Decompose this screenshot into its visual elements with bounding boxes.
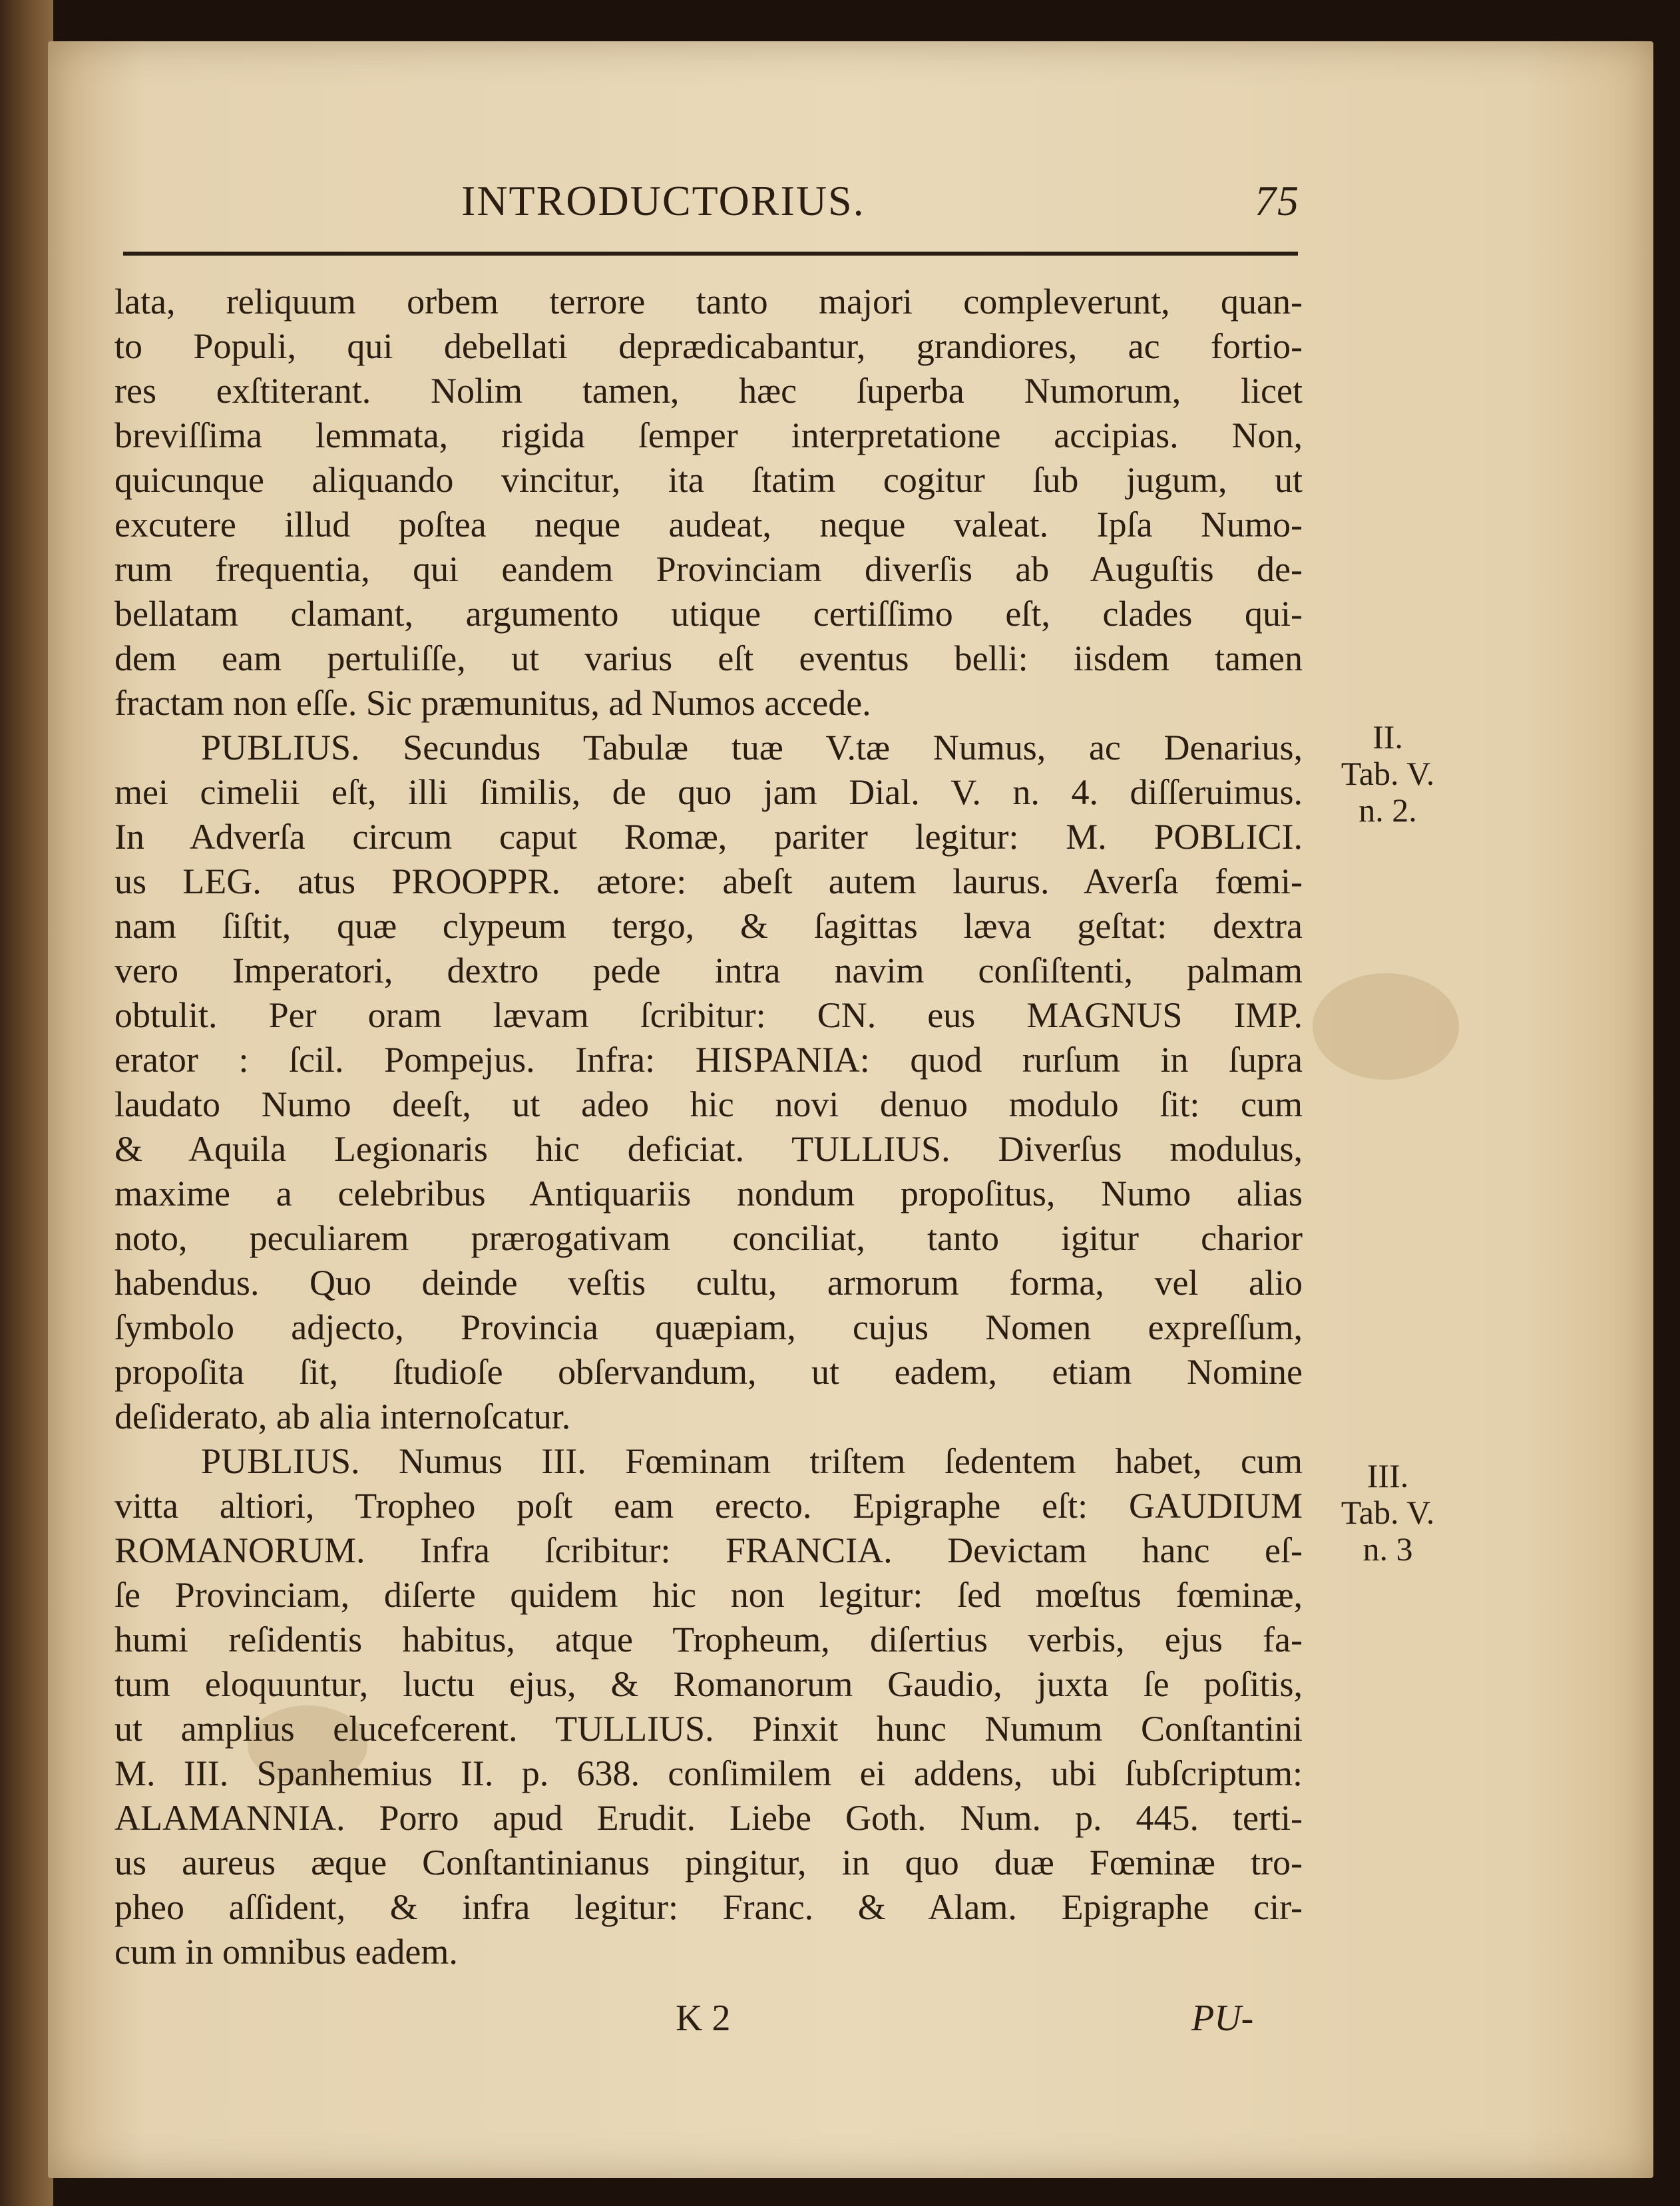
text-line: rum frequentia, qui eandem Provinciam diverſis ab Auguſtis de- [114, 549, 1303, 589]
marginal-note-line: Tab. V. [1341, 1494, 1435, 1531]
marginal-note-line: III. [1366, 1457, 1409, 1494]
text-line: & Aquila Legionaris hic deficiat. TULLIUS. Diverſus modulus, [114, 1129, 1303, 1169]
text-line: fractam non eſſe. Sic præmunitus, ad Numos accede. [114, 683, 871, 723]
text-line: bellatam clamant, argumento utique certiſſimo eſt, clades qui- [114, 594, 1303, 634]
text-line: ROMANORUM. Infra ſcribitur: FRANCIA. Devictam hanc eſ- [114, 1530, 1303, 1570]
marginal-note-line: n. 3 [1363, 1530, 1413, 1568]
marginal-note-line: Tab. V. [1341, 755, 1435, 792]
page-number: 75 [1255, 177, 1300, 224]
text-line: us aureus æque Conſtantinianus pingitur, in quo duæ Fœminæ tro- [114, 1843, 1303, 1882]
text-line: pheo aſſident, & infra legitur: Franc. & Alam. Epigraphe cir- [114, 1887, 1303, 1927]
text-line: PUBLIUS. Secundus Tabulæ tuæ V.tæ Numus, ac Denarius, [201, 728, 1303, 768]
text-line: noto, peculiarem prærogativam conciliat, tanto igitur charior [114, 1218, 1303, 1258]
text-line: ſe Provinciam, diſerte quidem hic non legitur: ſed mœſtus fœminæ, [114, 1575, 1303, 1615]
text-line: ſymbolo adjecto, Provincia quæpiam, cujus Nomen expreſſum, [114, 1307, 1303, 1347]
book-cover-edge [0, 0, 53, 2206]
marginal-note-line: II. [1372, 718, 1403, 756]
marginal-note-line: n. 2. [1359, 791, 1417, 829]
text-line: lata, reliquum orbem terrore tanto majori compleverunt, quan- [114, 282, 1303, 322]
text-line: deſiderato, ab alia internoſcatur. [114, 1397, 571, 1436]
text-line: In Adverſa circum caput Romæ, pariter legitur: M. POBLICI. [114, 817, 1303, 857]
text-line: vitta altiori, Tropheo poſt eam erecto. Epigraphe eſt: GAUDIUM [114, 1486, 1303, 1526]
text-line: M. III. Spanhemius II. p. 638. conſimilem ei addens, ubi ſubſcriptum: [114, 1753, 1303, 1793]
text-line: mei cimelii eſt, illi ſimilis, de quo jam Dial. V. n. 4. diſſeruimus. [114, 772, 1303, 812]
text-line: excutere illud poſtea neque audeat, neque valeat. Ipſa Numo- [114, 505, 1303, 545]
text-line: quicunque aliquando vincitur, ita ſtatim cogitur ſub jugum, ut [114, 460, 1303, 500]
text-line: PUBLIUS. Numus III. Fœminam triſtem ſedentem habet, cum [201, 1441, 1303, 1481]
running-head [461, 176, 1307, 230]
text-line: ALAMANNIA. Porro apud Erudit. Liebe Goth. Num. p. 445. terti- [114, 1798, 1303, 1838]
text-line: habendus. Quo deinde veſtis cultu, armorum forma, vel alio [114, 1263, 1303, 1303]
text-line: maxime a celebribus Antiquariis nondum propoſitus, Numo alias [114, 1174, 1303, 1213]
text-line: propoſita ſit, ſtudioſe obſervandum, ut eadem, etiam Nomine [114, 1352, 1303, 1392]
text-line: vero Imperatori, dextro pede intra navim conſiſtenti, palmam [114, 951, 1303, 991]
text-line: us LEG. atus PROOPPR. ætore: abeſt autem laurus. Averſa fœmi- [114, 861, 1303, 901]
marginal-note [1325, 1458, 1451, 1568]
text-line: cum in omnibus eadem. [114, 1932, 458, 1972]
text-line: breviſſima lemmata, rigida ſemper interpretatione accipias. Non, [114, 415, 1303, 455]
text-line: humi reſidentis habitus, atque Tropheum, diſertius verbis, ejus fa- [114, 1620, 1303, 1659]
text-line: dem eam pertuliſſe, ut varius eſt eventus belli: iisdem tamen [114, 638, 1303, 678]
body-text [114, 280, 1303, 1974]
signature-mark: K 2 [676, 1998, 731, 2039]
text-line: nam ſiſtit, quæ clypeum tergo, & ſagittas læva geſtat: dextra [114, 906, 1303, 946]
text-line: ut amplius elucefcerent. TULLIUS. Pinxit hunc Numum Conſtantini [114, 1709, 1303, 1749]
text-line: erator : ſcil. Pompejus. Infra: HISPANIA: quod rurſum in ſupra [114, 1040, 1303, 1080]
catchword: PU- [1191, 1998, 1254, 2039]
text-line: tum eloquuntur, luctu ejus, & Romanorum Gaudio, juxta ſe poſitis, [114, 1664, 1303, 1704]
text-line: obtulit. Per oram lævam ſcribitur: CN. eus MAGNUS IMP. [114, 995, 1303, 1035]
running-head-title: INTRODUCTORIUS. [461, 177, 865, 224]
text-line: to Populi, qui debellati deprædicabantur, grandiores, ac fortio- [114, 326, 1303, 366]
header-rule [123, 252, 1298, 256]
paper-stain [1313, 973, 1459, 1080]
text-line: laudato Numo deeſt, ut adeo hic novi denuo modulo ſit: cum [114, 1084, 1303, 1124]
marginal-note [1325, 719, 1451, 829]
text-line: res exſtiterant. Nolim tamen, hæc ſuperba Numorum, licet [114, 371, 1303, 411]
